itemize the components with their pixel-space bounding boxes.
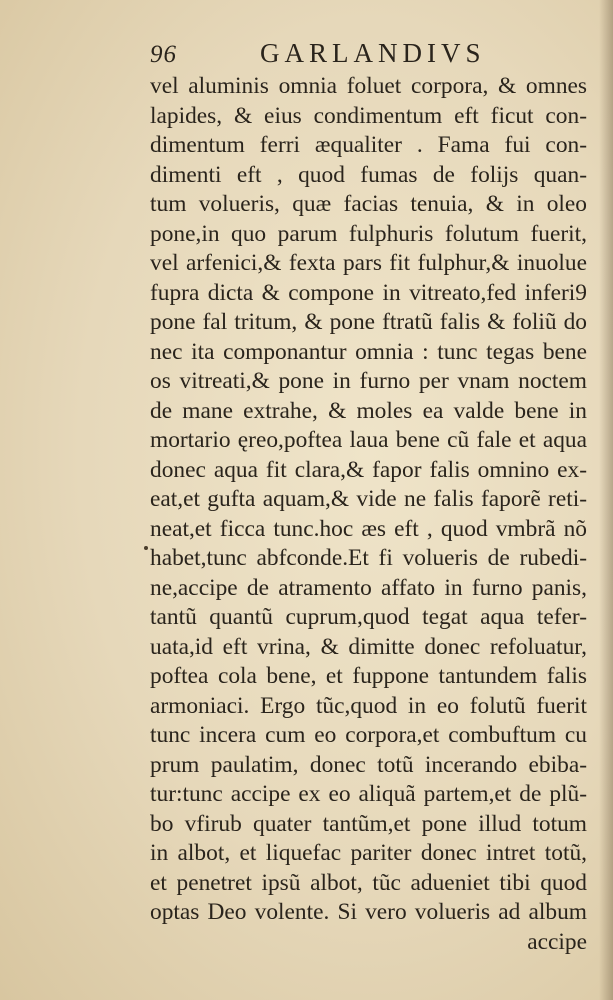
text-line: lapides, & eius condimentum eft ficut con-: [150, 102, 587, 129]
text-line: bo vfirub quater tantũm,et pone illud totum: [150, 810, 587, 837]
page-gutter-shadow: [599, 0, 613, 1000]
text-line: poftea cola bene, et fuppone tantundem falis: [150, 663, 587, 689]
text-line: tunc incera cum eo corpora,et combuftum cu: [150, 722, 587, 748]
ink-mark: [144, 546, 148, 550]
page-number: 96: [150, 41, 177, 68]
page-header: [150, 38, 550, 74]
text-line: dimentum ferri æqualiter . Fama fui con-: [150, 132, 587, 158]
text-line: prum paulatim, donec totũ incerando ebiba-: [150, 751, 587, 778]
text-line: eat,et gufta aquam,& vide ne falis faporẽ reti-: [150, 486, 587, 512]
text-line: tantũ quantũ cuprum,quod tegat aqua tefer-: [150, 604, 587, 630]
text-line: optas Deo volente. Si vero volueris ad album: [150, 899, 587, 925]
text-line: pone fal tritum, & pone ftratũ falis & foliũ do: [150, 309, 587, 335]
text-line: armoniaci. Ergo tũc,quod in eo folutũ fuerit: [150, 692, 587, 719]
text-line: pone,in quo parum fulphuris folutum fuerit,: [150, 220, 587, 247]
text-line: os vitreati,& pone in furno per vnam noctem: [150, 368, 587, 394]
text-line: de mane extrahe, & moles ea valde bene in: [150, 397, 587, 424]
text-line: vel aluminis omnia foluet corpora, & omnes: [150, 73, 587, 99]
text-line: tum volueris, quæ facias tenuia, & in oleo: [150, 191, 587, 217]
running-head: GARLANDIVS: [260, 38, 486, 68]
text-line: mortario ęreo,poftea laua bene cũ fale et aqua: [150, 427, 587, 453]
text-line: dimenti eft , quod fumas de folijs quan-: [150, 161, 587, 188]
text-line: tur:tunc accipe ex eo aliquã partem,et de plũ-: [150, 781, 587, 807]
text-line: nec ita componantur omnia : tunc tegas bene: [150, 338, 587, 365]
text-line: habet,tunc abfconde.Et fi volueris de rubedi-: [150, 545, 587, 571]
text-line: donec aqua fit clara,& fapor falis omnino ex-: [150, 456, 587, 483]
text-line: neat,et ficca tunc.hoc æs eft , quod vmbrã nõ: [150, 515, 587, 542]
text-line: vel arfenici,& fexta pars fit fulphur,& inuolue: [150, 250, 587, 276]
text-line: ne,accipe de atramento affato in furno panis,: [150, 574, 587, 601]
catchword: accipe: [527, 928, 587, 955]
body-text: [150, 72, 587, 957]
text-line: et penetret ipsũ albot, tũc adueniet tibi quod: [150, 869, 587, 896]
text-line: uata,id eft vrina, & dimitte donec refoluatur,: [150, 633, 587, 660]
text-line: in albot, et liquefac pariter donec intret totũ,: [150, 840, 587, 866]
text-line: fupra dicta & compone in vitreato,fed inferi9: [150, 279, 587, 306]
